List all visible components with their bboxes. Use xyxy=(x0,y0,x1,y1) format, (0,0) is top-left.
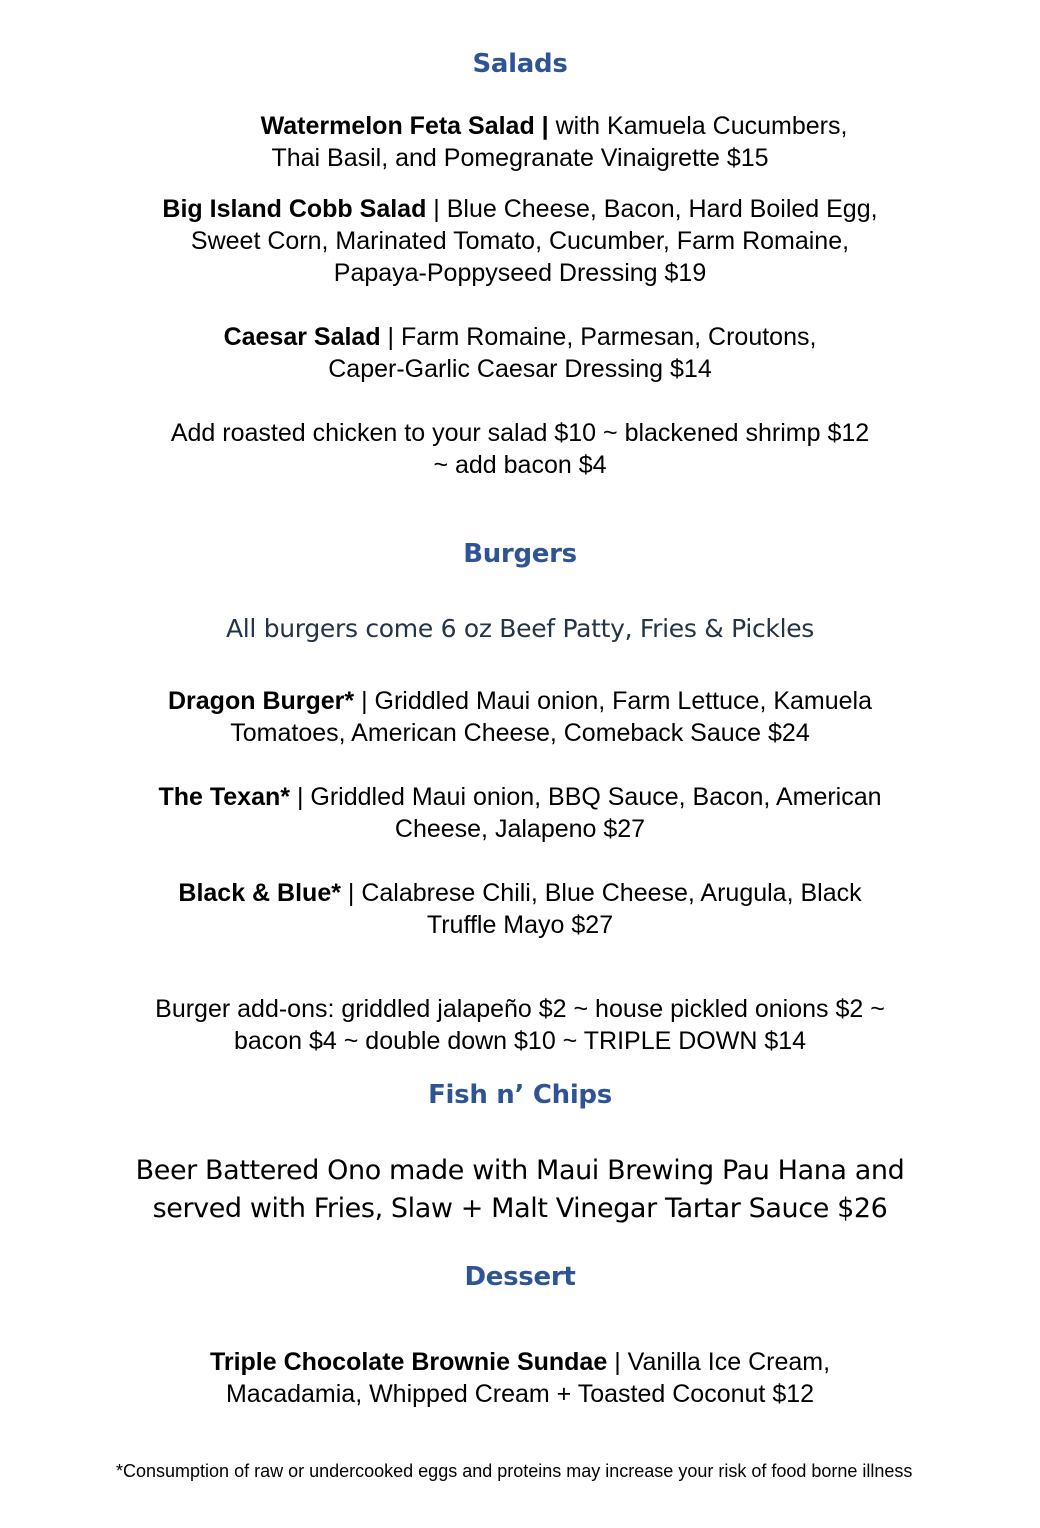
item-description: | Farm Romaine, Parmesan, Croutons, xyxy=(380,323,817,351)
fish-description xyxy=(0,1152,1040,1228)
item-description: Cheese, Jalapeno $27 xyxy=(394,815,646,843)
dragon-burger-item xyxy=(0,685,1040,749)
fish-line: Beer Battered Ono made with Maui Brewing Pau Hana and xyxy=(135,1155,905,1186)
item-line xyxy=(0,781,1040,813)
caesar-salad-item xyxy=(0,321,1040,385)
addons-line: ~ add bacon $4 xyxy=(433,451,607,479)
item-line xyxy=(0,1346,1040,1378)
item-name: Big Island Cobb Salad xyxy=(162,195,427,223)
item-description: Macadamia, Whipped Cream + Toasted Coconut $12 xyxy=(225,1380,815,1408)
burger-addons xyxy=(0,993,1040,1057)
item-name: The Texan* xyxy=(158,783,290,811)
item-description: | Blue Cheese, Bacon, Hard Boiled Egg, xyxy=(426,195,878,223)
watermelon-feta-salad-item xyxy=(0,110,1040,174)
fish-line: served with Fries, Slaw + Malt Vinegar Tartar Sauce $26 xyxy=(152,1193,888,1224)
salads-heading: Salads xyxy=(472,49,568,79)
dessert-heading: Dessert xyxy=(464,1262,576,1292)
item-description: Papaya-Poppyseed Dressing $19 xyxy=(333,259,707,287)
item-description: | Griddled Maui onion, Farm Lettuce, Kamuela xyxy=(354,687,872,715)
item-description: | Calabrese Chili, Blue Cheese, Arugula, Black xyxy=(340,879,862,907)
item-name: Dragon Burger* xyxy=(168,687,355,715)
burgers-heading: Burgers xyxy=(463,539,577,569)
cobb-salad-item xyxy=(0,193,1040,289)
item-description: Sweet Corn, Marinated Tomato, Cucumber, Farm Romaine, xyxy=(190,227,850,255)
footnote: *Consumption of raw or undercooked eggs and proteins may increase your risk of food borne illness xyxy=(116,1461,913,1481)
item-line xyxy=(0,321,1040,353)
addons-line: bacon $4 ~ double down $10 ~ TRIPLE DOWN $14 xyxy=(233,1027,807,1055)
item-description: with Kamuela Cucumbers, xyxy=(548,112,848,140)
item-description: | Vanilla Ice Cream, xyxy=(607,1348,831,1376)
brownie-sundae-item xyxy=(0,1346,1040,1410)
black-and-blue-item xyxy=(0,877,1040,941)
item-name: Watermelon Feta Salad | xyxy=(260,112,549,140)
texan-burger-item xyxy=(0,781,1040,845)
salad-addons xyxy=(0,417,1040,481)
item-description: Caper-Garlic Caesar Dressing $14 xyxy=(328,355,712,383)
item-description: Truffle Mayo $27 xyxy=(426,911,614,939)
item-line xyxy=(0,877,1040,909)
item-name: Black & Blue* xyxy=(178,879,341,907)
item-description: Thai Basil, and Pomegranate Vinaigrette $15 xyxy=(271,144,769,172)
item-description: Tomatoes, American Cheese, Comeback Sauce $24 xyxy=(230,719,810,747)
burgers-note: All burgers come 6 oz Beef Patty, Fries & Pickles xyxy=(225,614,815,643)
addons-line: Add roasted chicken to your salad $10 ~ blackened shrimp $12 xyxy=(170,419,870,447)
item-name: Caesar Salad xyxy=(223,323,381,351)
item-line xyxy=(0,110,1040,142)
item-description: | Griddled Maui onion, BBQ Sauce, Bacon, American xyxy=(290,783,882,811)
item-name: Triple Chocolate Brownie Sundae xyxy=(209,1348,608,1376)
fish-heading: Fish n’ Chips xyxy=(428,1080,612,1110)
item-line xyxy=(0,193,1040,225)
item-line xyxy=(0,685,1040,717)
addons-line: Burger add-ons: griddled jalapeño $2 ~ house pickled onions $2 ~ xyxy=(155,995,885,1023)
